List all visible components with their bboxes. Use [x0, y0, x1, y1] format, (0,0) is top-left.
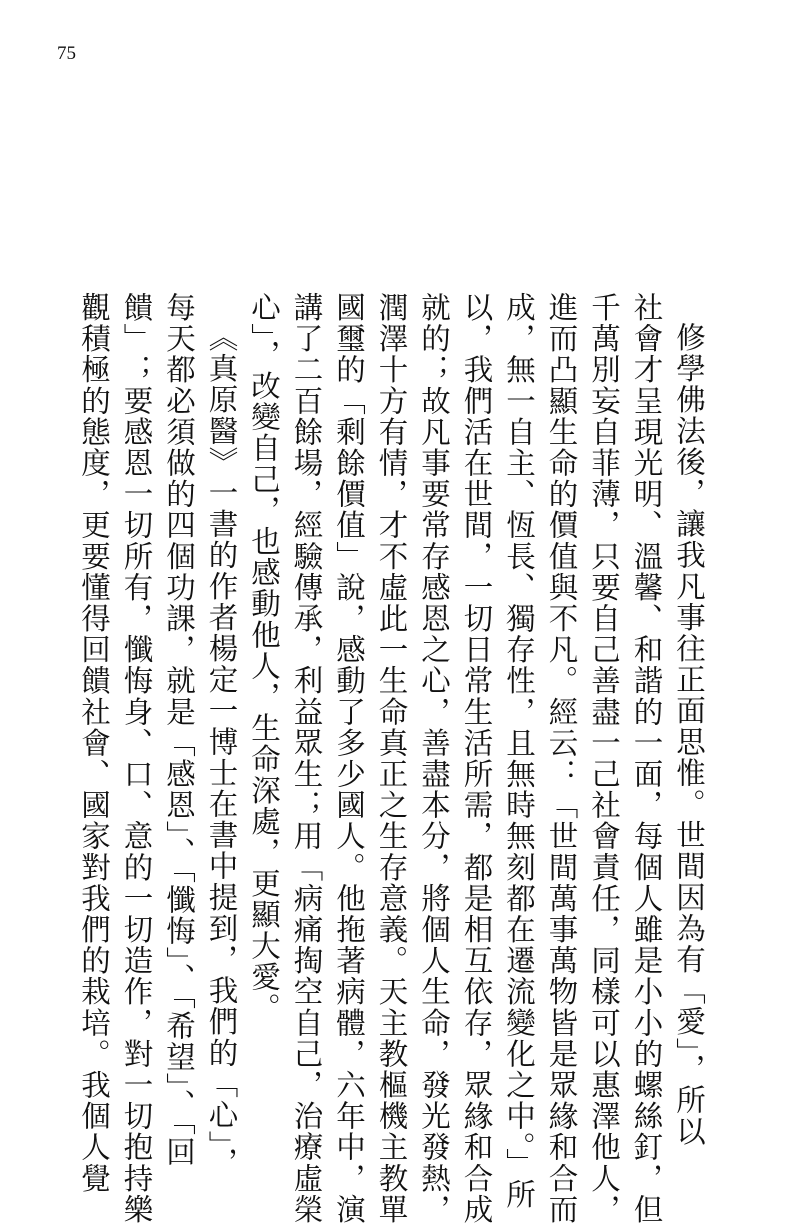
paragraph-line: 國璽的「剩餘價值」說，感動了多少國人。他拖著病體，六年中，演 [332, 292, 366, 1225]
paragraph-line: 就的；故凡事要常存感恩之心，善盡本分，將個人生命，發光發熱， [417, 292, 451, 1225]
paragraph-line: 饋」；要感恩一切所有，懺悔身、口、意的一切造作，對一切抱持樂 [119, 292, 154, 1225]
paragraph-line: 以，我們活在世間，一切日常生活所需，都是相互依存，眾緣和合成 [459, 292, 494, 1225]
paragraph-line: 千萬別妄自菲薄，只要自己善盡一己社會責任，同樣可以惠澤他人， [587, 292, 621, 1225]
page-number: 75 [57, 43, 76, 64]
paragraph-line: 《真原醫》一書的作者楊定一博士在書中提到，我們的「心」， [204, 322, 239, 1179]
paragraph-line: 成，無一自主、恆長、獨存性，且無時無刻都在遷流變化之中。」所 [502, 292, 536, 1211]
paragraph-line: 心」，改變自己，也感動他人，生命深處，更顯大愛。 [247, 292, 281, 1024]
paragraph-line: 修學佛法後，讓我凡事往正面思惟。世間因為有「愛」，所以 [672, 322, 706, 1147]
paragraph-line: 進而凸顯生命的價值與不凡。經云：「世間萬事萬物皆是眾緣和合而 [544, 292, 579, 1225]
paragraph-line: 講了二百餘場，經驗傳承，利益眾生；用「病痛掏空自己，治療虛榮 [289, 292, 324, 1225]
body-text [44, 292, 710, 1225]
paragraph-line: 觀積極的態度，更要懂得回饋社會、國家對我們的栽培。我個人覺 [77, 292, 111, 1194]
paragraph-line: 潤澤十方有情，才不虛此一生命真正之生存意義。天主教樞機主教單 [374, 292, 409, 1225]
paragraph-line: 每天都必須做的四個功課，就是「感恩」、「懺悔」、「希望」、「回 [162, 292, 196, 1168]
paragraph-line: 社會才呈現光明、溫馨、和諧的一面，每個人雖是小小的螺絲釘，但 [629, 292, 664, 1225]
